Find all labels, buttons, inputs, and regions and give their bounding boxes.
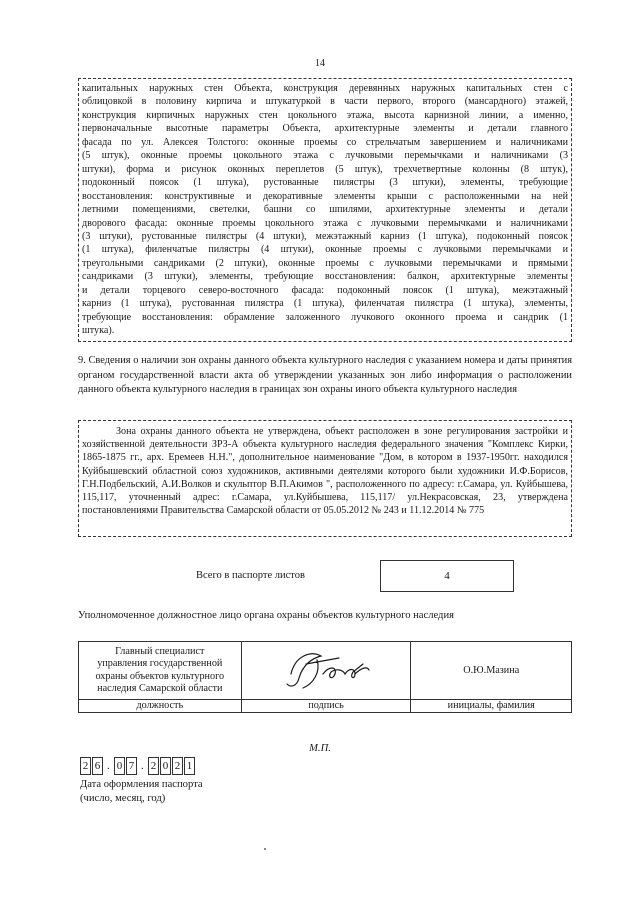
name-label: инициалы, фамилия [411, 700, 572, 713]
date-label-line: Дата оформления паспорта [80, 779, 203, 790]
text-line: (5 штук), оконные проемы цокольного этажа с лучковыми перемычками и наличниками (3 [82, 150, 568, 162]
text-line: летними помещениями, светелки, башни со шпилями, архитектурные элементы и детали [82, 204, 568, 216]
section8-text-box [78, 78, 572, 342]
position-line: управления государственной [97, 658, 223, 669]
scan-mark [264, 848, 266, 850]
handwritten-signature [251, 644, 401, 694]
section9-text: Зона охраны данного объекта не утверждена, объект расположен в зоне регулирования застройки и хозяйственной деятельности ЗРЗ-А объекта культурного наследия федерального значения "Комплекс Кирки, 1865-1875 гг., арх. Еремеев Н.Н.", дополнительное наименование "Дом, в котором в 1937-1950гг. находился Куйбышевский областной союз художников, активными деятелями которого были художники И.Ф.Борисов, Г.Н.Подбельский, А.И.Волков и скульптор В.П.Акимов ", расположенного по адресу: г.Самара, ул. Куйбышева, 115,117, уточненный адрес: г.Самара, ул.Куйбышева, 115,117/ ул.Некрасовская, 23, утверждена постановлениями Правительства Самарской области от 05.05.2012 № 243 и 11.12.2014 № 775 [82, 426, 568, 517]
date-digit: 6 [92, 757, 103, 775]
position-line: охраны объектов культурного [95, 670, 225, 682]
date-separator: . [107, 760, 110, 772]
date-digit: 7 [126, 757, 137, 775]
date-digit: 2 [148, 757, 159, 775]
text-line: конструкция кирпичных наружных стен цокольного этажа, высота карнизной линии, а именно, [82, 109, 568, 121]
position-line: Главный специалист [115, 645, 205, 657]
total-sheets-value: 4 [380, 560, 514, 592]
date-digit: 0 [114, 757, 125, 775]
text-line: (1 штука), филенчатые пилястры (4 штуки), оконные проемы с лучковыми перемычками и [82, 244, 568, 256]
text-line: восстановления: конструктивные и декоративные элементы крыши с расположенными на ней [82, 190, 568, 202]
text-line: первоначальные высотные параметры Объекта, архитектурные элементы и детали главного [82, 123, 568, 135]
text-line: штуки), форма и рисунок оконных переплетов (5 штук), трехчетвертные колонны (8 штук), [82, 163, 568, 175]
text-line: дворового фасада: оконные проемы цокольного этажа с лучковыми перемычками и наличниками [82, 217, 568, 229]
text-line: требующие восстановления: обрамление заложенного лучкового оконного проема и сандрик (1 [82, 311, 568, 323]
position-line: наследия Самарской области [97, 683, 223, 694]
name-cell: О.Ю.Мазина [411, 642, 572, 700]
total-sheets-label: Всего в паспорте листов [196, 570, 305, 581]
text-line: карниз (1 штука), рустованная пилястра (1 штука), филенчатая пилястра (1 штука), элементы, [82, 298, 568, 310]
date-digit: 1 [184, 757, 195, 775]
text-line: штука). [82, 325, 115, 337]
text-line: капитальных наружных стен Объекта, конструкция деревянных наружных капитальных стен с [82, 83, 568, 94]
date-label [80, 778, 203, 806]
text-line: (3 штуки), рустованные пилястры (4 штуки), межэтажный карниз (1 штука), подоконный поясок [82, 230, 568, 242]
section9-text-box [78, 420, 572, 537]
date-label-line: (число, месяц, год) [80, 793, 166, 804]
page-number: 14 [315, 58, 325, 69]
position-cell [79, 642, 242, 700]
section9-heading: 9. Сведения о наличии зон охраны данного объекта культурного наследия с указанием номера и даты принятия органом государственной власти акта об утверждении указанных зон либо информация о расположении данного объекта культурного наследия в границах зон охраны иного объекта культурного наследия [78, 355, 572, 396]
text-line: и детали торцевого северо-восточного фасада: подоконный поясок (1 штука), межэтажный [82, 284, 568, 296]
text-line: треугольными сандриками (2 штуки), оконные проемы с лучковыми перемычками и прямыми [82, 257, 568, 269]
date-separator: . [141, 760, 144, 772]
stamp-label: М.П. [309, 743, 331, 754]
date-digit: 0 [160, 757, 171, 775]
signature-label: подпись [241, 700, 411, 713]
text-line: сандриками (3 штуки), элементы, требующие восстановления: балкон, архитектурные элементы [82, 271, 568, 283]
date-digit: 2 [80, 757, 91, 775]
text-line: подоконный поясок (1 штука), рустованные пилястры (3 штуки), элементы, требующие [82, 177, 568, 189]
signature-table [78, 641, 572, 713]
text-line: фасада по ул. Алексея Толстого: оконные проемы со стрельчатым завершением и наличниками [82, 136, 568, 148]
date-digit: 2 [172, 757, 183, 775]
official-heading: Уполномоченное должностное лицо органа охраны объектов культурного наследия [78, 610, 454, 621]
signature-cell [241, 642, 411, 700]
position-label: должность [79, 700, 242, 713]
text-line: облицовкой в половину кирпича и штукатуркой в части первого, второго (мансардного) этажей, [82, 96, 568, 108]
